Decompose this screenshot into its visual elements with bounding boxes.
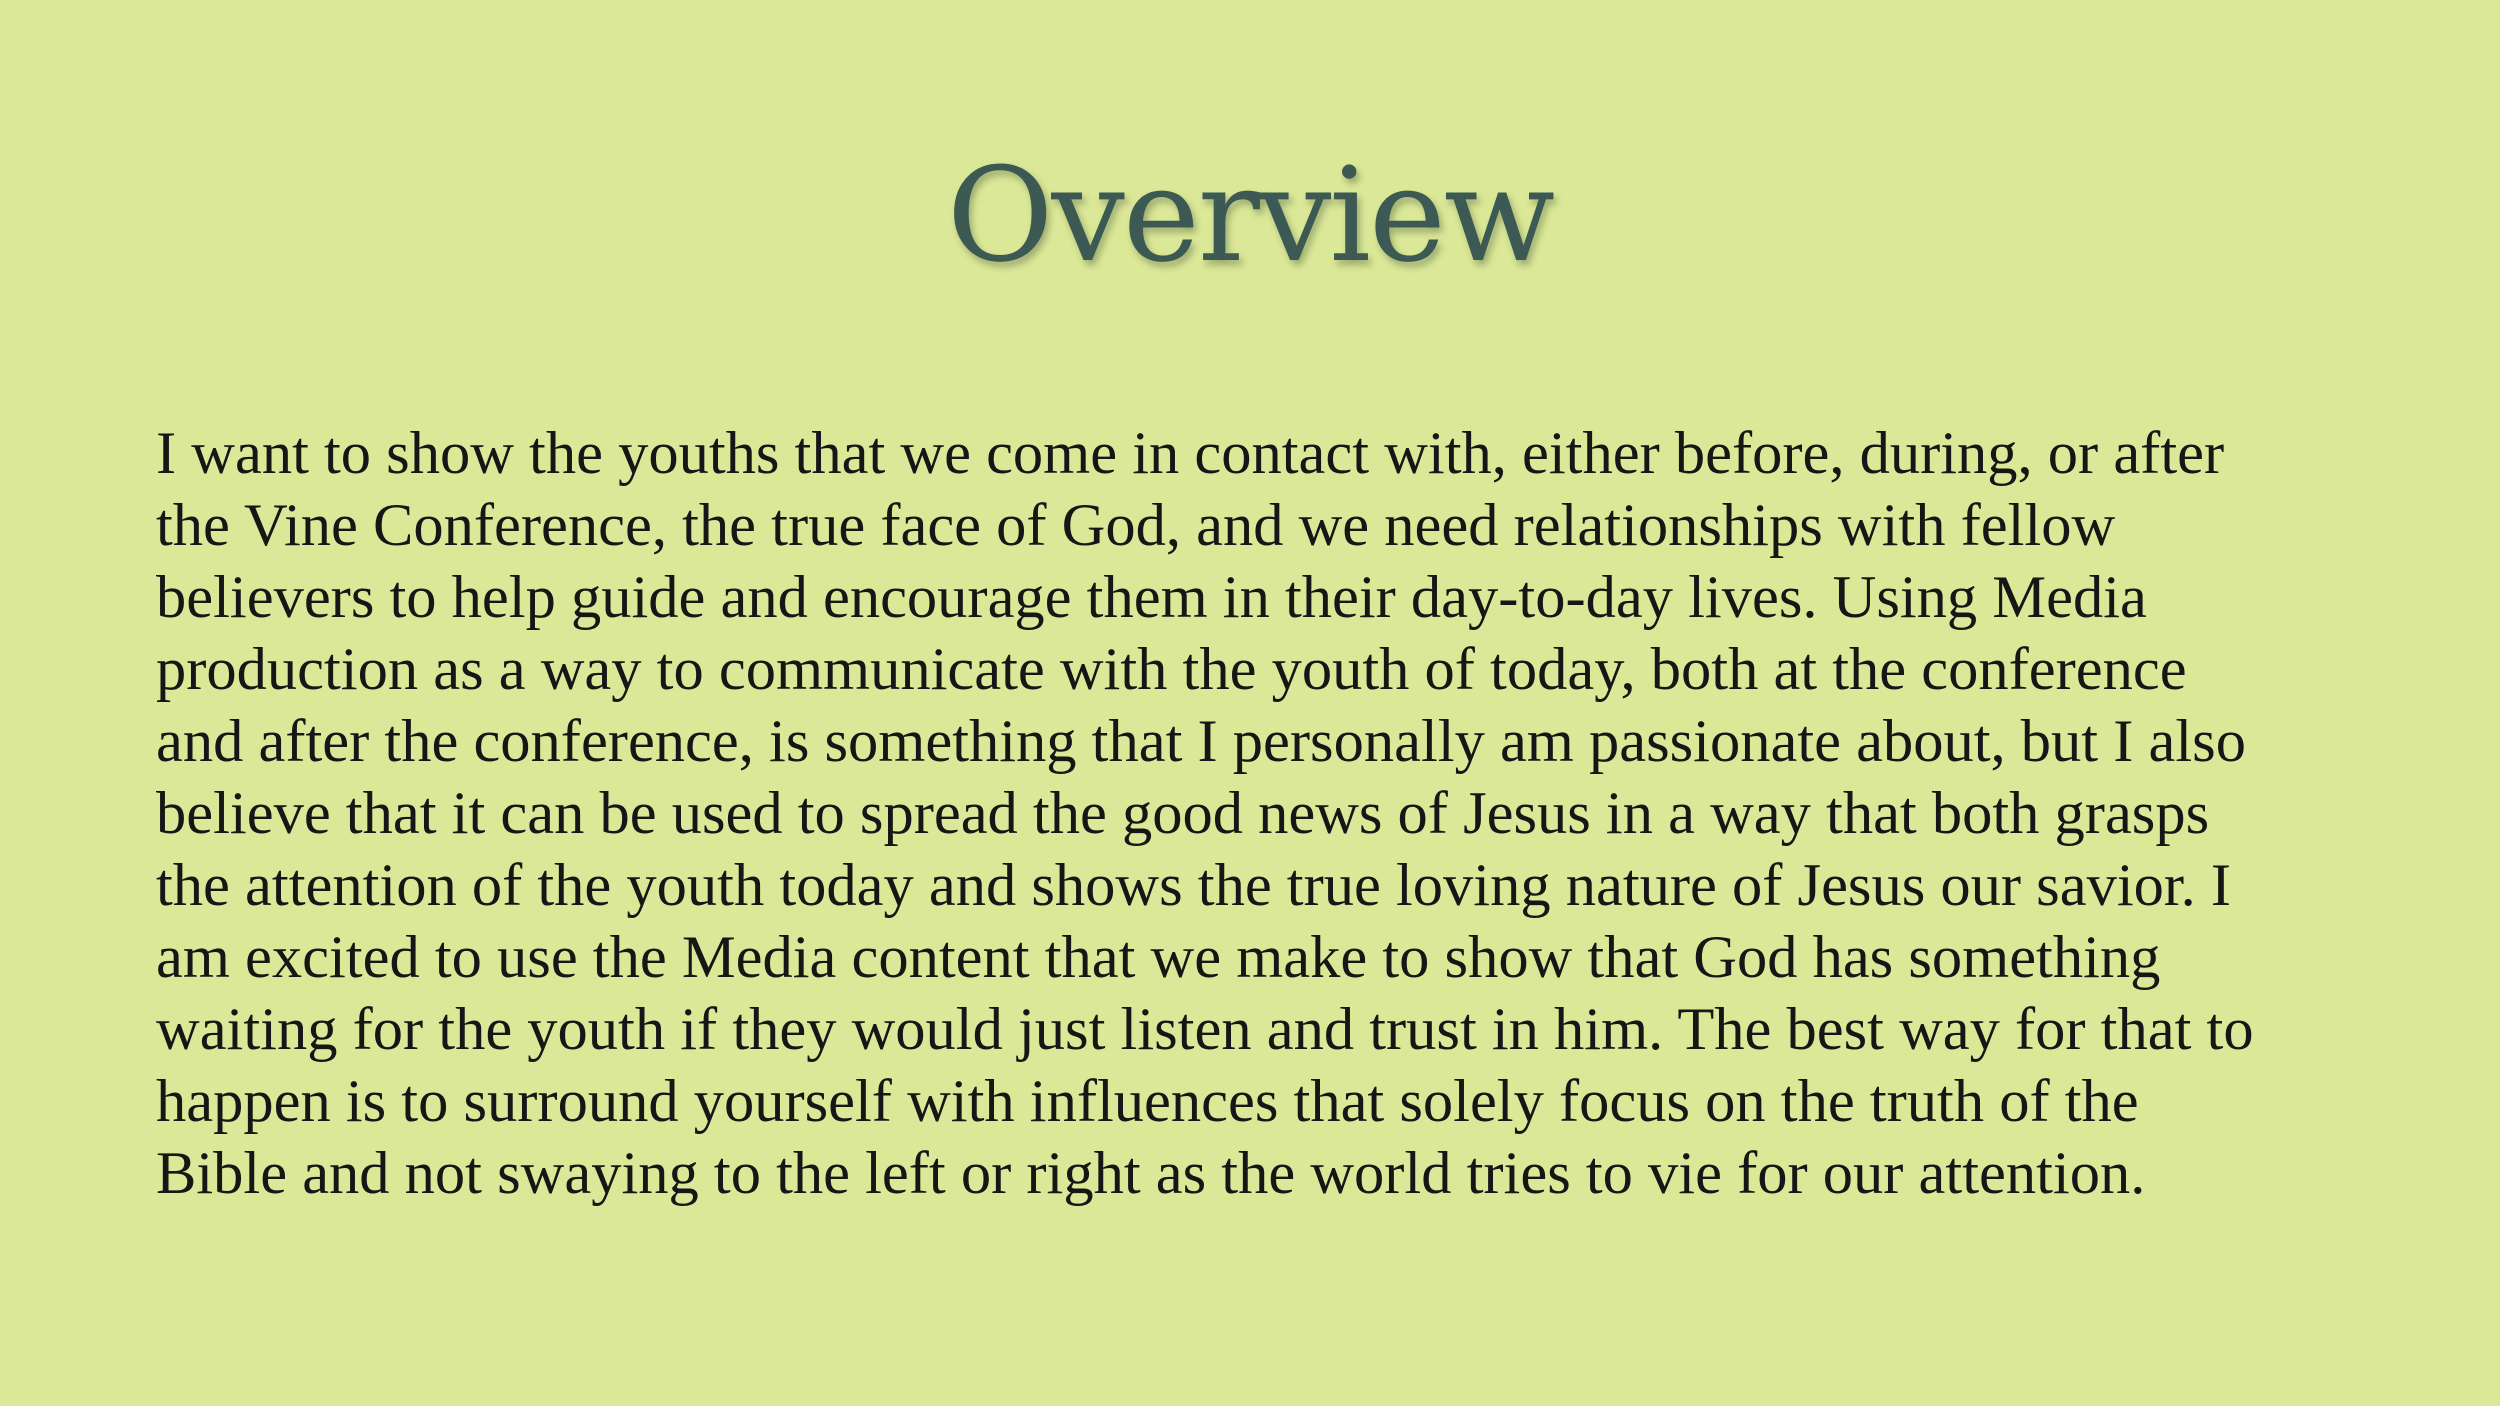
body-line: and after the conference, is something that I personally am passionate about, but I also [156,708,2246,775]
body-line: the attention of the youth today and shows the true loving nature of Jesus our savior. I [156,852,2232,919]
body-line: believers to help guide and encourage them in their day-to-day lives. Using Media [156,564,2147,631]
body-line: Bible and not swaying to the left or right as the world tries to vie for our attention. [156,1140,2146,1207]
slide-body-text [156,418,2376,1210]
body-line: production as a way to communicate with the youth of today, both at the conference [156,636,2187,703]
body-line: waiting for the youth if they would just listen and trust in him. The best way for that to [156,996,2254,1063]
body-line: am excited to use the Media content that we make to show that God has something [156,924,2161,991]
body-line: I want to show the youths that we come in contact with, either before, during, or after [156,420,2225,487]
body-line: believe that it can be used to spread the good news of Jesus in a way that both grasps [156,780,2210,847]
body-line: happen is to surround yourself with influences that solely focus on the truth of the [156,1068,2139,1135]
slide-title: Overview [946,139,1554,291]
body-line: the Vine Conference, the true face of God, and we need relationships with fellow [156,492,2116,559]
